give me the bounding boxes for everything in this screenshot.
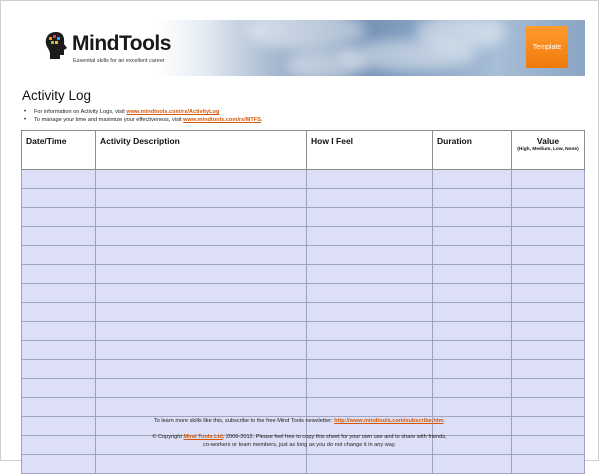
value-cell[interactable] — [512, 341, 585, 360]
duration-cell[interactable] — [433, 379, 512, 398]
column-header-how-i-feel: How I Feel — [307, 131, 433, 170]
date-time-cell[interactable] — [22, 398, 96, 417]
how-i-feel-cell[interactable] — [307, 322, 433, 341]
duration-cell[interactable] — [433, 455, 512, 474]
date-time-cell[interactable] — [22, 360, 96, 379]
table-row — [22, 208, 585, 227]
column-header-activity-description: Activity Description — [96, 131, 307, 170]
date-time-cell[interactable] — [22, 284, 96, 303]
activity-log-link[interactable]: www.mindtools.com/rs/ActivityLog — [126, 109, 220, 115]
activity-description-cell[interactable] — [96, 189, 307, 208]
date-time-cell[interactable] — [22, 189, 96, 208]
how-i-feel-cell[interactable] — [307, 265, 433, 284]
activity-description-cell[interactable] — [96, 227, 307, 246]
header-banner — [36, 20, 585, 76]
duration-cell[interactable] — [433, 189, 512, 208]
how-i-feel-cell[interactable] — [307, 398, 433, 417]
table-row — [22, 227, 585, 246]
how-i-feel-cell[interactable] — [307, 455, 433, 474]
mindtools-logo — [44, 28, 204, 68]
table-row — [22, 170, 585, 189]
table-row — [22, 246, 585, 265]
activity-description-cell[interactable] — [96, 360, 307, 379]
how-i-feel-cell[interactable] — [307, 303, 433, 322]
value-cell[interactable] — [512, 208, 585, 227]
table-row — [22, 398, 585, 417]
activity-description-cell[interactable] — [96, 341, 307, 360]
value-cell[interactable] — [512, 227, 585, 246]
table-row — [22, 379, 585, 398]
table-row — [22, 341, 585, 360]
table-body — [22, 170, 585, 474]
how-i-feel-cell[interactable] — [307, 189, 433, 208]
value-cell[interactable] — [512, 284, 585, 303]
table-row — [22, 360, 585, 379]
copyright-footer: © Copyright Mind Tools Ltd, 2006-2012. Please feel free to copy this sheet for your own use and to share with friends, co-workers or team members, just as long as you do not change it in any way. — [0, 433, 599, 449]
bullet-activity-log — [24, 108, 263, 116]
date-time-cell[interactable] — [22, 341, 96, 360]
duration-cell[interactable] — [433, 170, 512, 189]
table-row — [22, 322, 585, 341]
subscribe-link[interactable]: http://www.mindtools.com/subscribe.htm — [334, 418, 444, 424]
activity-description-cell[interactable] — [96, 208, 307, 227]
activity-description-cell[interactable] — [96, 265, 307, 284]
activity-description-cell[interactable] — [96, 170, 307, 189]
date-time-cell[interactable] — [22, 379, 96, 398]
duration-cell[interactable] — [433, 303, 512, 322]
date-time-cell[interactable] — [22, 227, 96, 246]
activity-description-cell[interactable] — [96, 398, 307, 417]
date-time-cell[interactable] — [22, 322, 96, 341]
date-time-cell[interactable] — [22, 170, 96, 189]
value-cell[interactable] — [512, 189, 585, 208]
info-bullets — [24, 108, 263, 124]
date-time-cell[interactable] — [22, 265, 96, 284]
mindtools-ltd-link[interactable]: Mind Tools Ltd — [183, 434, 223, 440]
table-row — [22, 455, 585, 474]
table-row — [22, 284, 585, 303]
activity-description-cell[interactable] — [96, 322, 307, 341]
duration-cell[interactable] — [433, 246, 512, 265]
table-row — [22, 265, 585, 284]
value-options-note: (High, Medium, Low, None) — [517, 147, 579, 152]
bullet-time-management — [24, 116, 263, 124]
bullet-text: For information on Activity Logs, visit — [34, 109, 127, 115]
how-i-feel-cell[interactable] — [307, 379, 433, 398]
activity-description-cell[interactable] — [96, 246, 307, 265]
how-i-feel-cell[interactable] — [307, 284, 433, 303]
how-i-feel-cell[interactable] — [307, 227, 433, 246]
value-cell[interactable] — [512, 303, 585, 322]
duration-cell[interactable] — [433, 265, 512, 284]
duration-cell[interactable] — [433, 322, 512, 341]
how-i-feel-cell[interactable] — [307, 208, 433, 227]
value-cell[interactable] — [512, 455, 585, 474]
activity-description-cell[interactable] — [96, 379, 307, 398]
duration-cell[interactable] — [433, 398, 512, 417]
value-cell[interactable] — [512, 265, 585, 284]
duration-cell[interactable] — [433, 341, 512, 360]
duration-cell[interactable] — [433, 227, 512, 246]
table-row — [22, 189, 585, 208]
value-cell[interactable] — [512, 398, 585, 417]
mtfs-link[interactable]: www.mindtools.com/rs/MTFS — [183, 117, 261, 123]
logo-tagline: Essential skills for an excellent career — [73, 58, 165, 64]
date-time-cell[interactable] — [22, 246, 96, 265]
logo-text: MindTools — [72, 32, 171, 55]
how-i-feel-cell[interactable] — [307, 360, 433, 379]
value-cell[interactable] — [512, 170, 585, 189]
date-time-cell[interactable] — [22, 208, 96, 227]
activity-description-cell[interactable] — [96, 284, 307, 303]
value-cell[interactable] — [512, 246, 585, 265]
activity-description-cell[interactable] — [96, 455, 307, 474]
date-time-cell[interactable] — [22, 455, 96, 474]
page-title: Activity Log — [22, 88, 92, 103]
table-row — [22, 303, 585, 322]
column-header-duration: Duration — [433, 131, 512, 170]
copyright-line-2: co-workers or team members, just as long as you do not change it in any way. — [203, 442, 396, 448]
duration-cell[interactable] — [433, 284, 512, 303]
head-logo-icon — [44, 30, 68, 60]
how-i-feel-cell[interactable] — [307, 341, 433, 360]
bullet-suffix: . — [260, 117, 263, 123]
duration-cell[interactable] — [433, 360, 512, 379]
date-time-cell[interactable] — [22, 303, 96, 322]
how-i-feel-cell[interactable] — [307, 170, 433, 189]
template-badge: Template — [526, 26, 568, 68]
value-cell[interactable] — [512, 322, 585, 341]
value-cell[interactable] — [512, 360, 585, 379]
table-header-row — [22, 131, 585, 170]
column-header-value: Value (High, Medium, Low, None) — [512, 131, 585, 170]
column-header-date-time: Date/Time — [22, 131, 96, 170]
bullet-text: To manage your time and maximize your effectiveness, visit — [34, 117, 184, 123]
newsletter-footer: To learn more skills like this, subscribe to the free Mind Tools newsletter: http://www.mindtools.com/subscribe.htm. — [153, 418, 446, 424]
activity-description-cell[interactable] — [96, 303, 307, 322]
value-cell[interactable] — [512, 379, 585, 398]
duration-cell[interactable] — [433, 208, 512, 227]
how-i-feel-cell[interactable] — [307, 246, 433, 265]
